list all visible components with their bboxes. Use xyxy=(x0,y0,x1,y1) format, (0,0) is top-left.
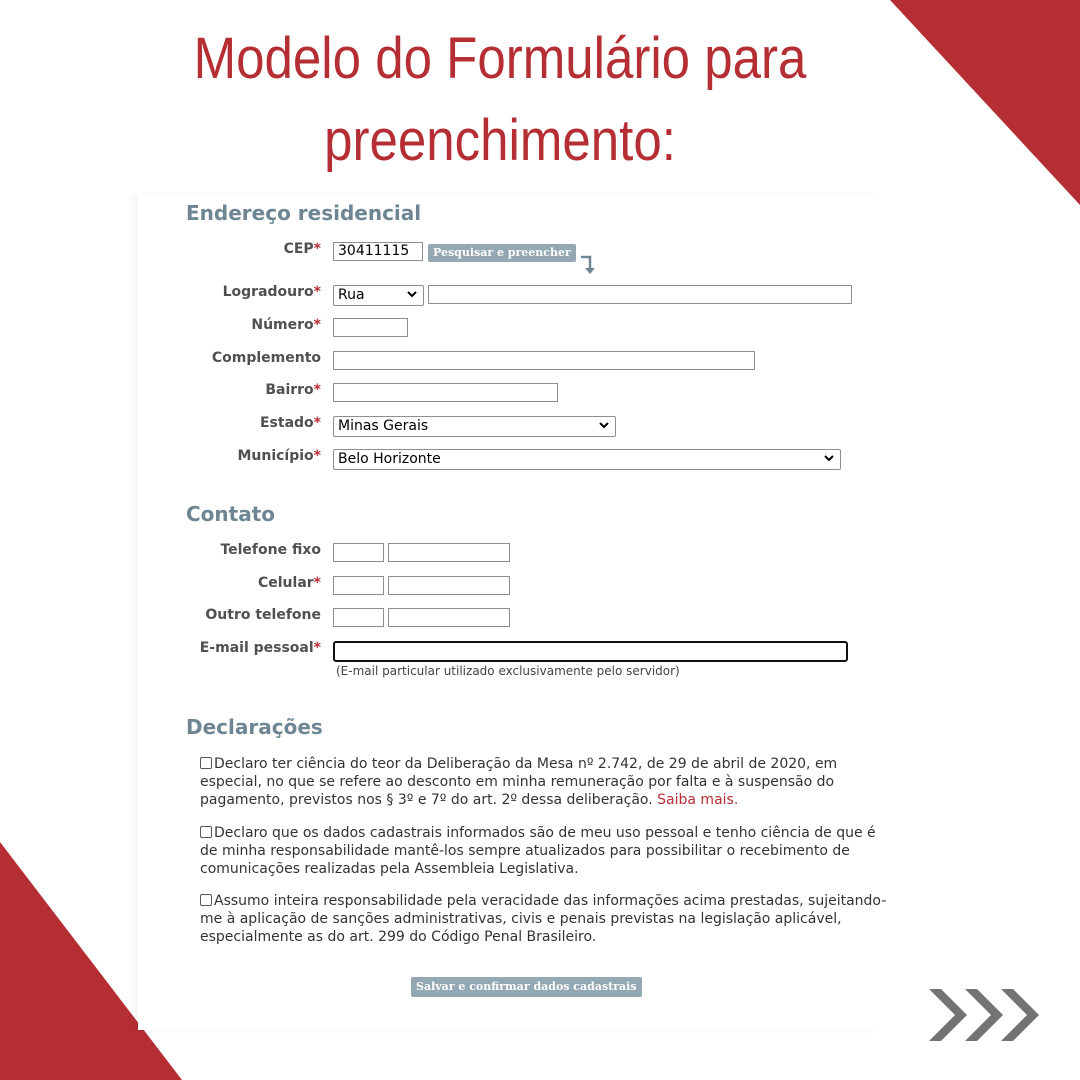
email-hint: (E-mail particular utilizado exclusivamente pelo servidor) xyxy=(336,664,680,678)
required-marker: * xyxy=(313,640,321,656)
outro-telefone-ddd-input[interactable] xyxy=(333,608,384,627)
triple-chevron-right-icon xyxy=(927,987,1043,1043)
chevron-down-icon xyxy=(824,453,834,463)
telefone-fixo-number-input[interactable] xyxy=(388,543,510,562)
required-marker: * xyxy=(313,317,321,333)
down-arrow-icon xyxy=(578,255,598,275)
chevron-down-icon xyxy=(407,289,417,299)
declaration-checkbox[interactable] xyxy=(200,894,212,906)
celular-ddd-input[interactable] xyxy=(333,576,384,595)
cep-label: CEP* xyxy=(283,241,321,257)
registration-form xyxy=(138,195,887,1030)
required-marker: * xyxy=(313,241,321,257)
municipio-label: Município* xyxy=(237,448,321,464)
declaration-item: Declaro ter ciência do teor da Deliberação da Mesa nº 2.742, de 29 de abril de 2020, em especial, no que se refere ao desconto em minha remuneração por falta e à suspensão do pagamento, previstos nos § 3º e 7º do art. 2º dessa deliberação. Saiba mais. xyxy=(200,756,838,808)
estado-value: Minas Gerais xyxy=(338,418,429,434)
declaration-checkbox[interactable] xyxy=(200,757,212,769)
municipio-value: Belo Horizonte xyxy=(338,451,441,467)
numero-input[interactable] xyxy=(333,318,408,337)
required-marker: * xyxy=(313,415,321,431)
page-title-line-2: preenchimento: xyxy=(324,108,676,173)
telefone-fixo-label: Telefone fixo xyxy=(220,542,321,558)
declaration-checkbox[interactable] xyxy=(200,826,212,838)
declaration-item: Assumo inteira responsabilidade pela veracidade das informações acima prestadas, sujeitando-me à aplicação de sanções administrativas, civis e penais previstas na legislação aplicável, especialmente as do art. 299 do Código Penal Brasileiro. xyxy=(200,893,887,945)
chevron-down-icon xyxy=(599,420,609,430)
logradouro-input[interactable] xyxy=(428,285,852,304)
email-label: E-mail pessoal* xyxy=(199,640,321,656)
email-input[interactable] xyxy=(333,641,848,662)
numero-label: Número* xyxy=(251,317,321,333)
section-heading-contato: Contato xyxy=(186,502,276,526)
complemento-label: Complemento xyxy=(211,350,321,366)
celular-label: Celular* xyxy=(257,575,321,591)
celular-number-input[interactable] xyxy=(388,576,510,595)
search-and-fill-button[interactable]: Pesquisar e preencher xyxy=(428,244,576,262)
section-heading-endereco: Endereço residencial xyxy=(186,201,422,225)
required-marker: * xyxy=(313,575,321,591)
logradouro-label: Logradouro* xyxy=(222,284,321,300)
required-marker: * xyxy=(313,284,321,300)
required-marker: * xyxy=(313,382,321,398)
bairro-label: Bairro* xyxy=(265,382,321,398)
saiba-mais-link[interactable]: Saiba mais. xyxy=(657,792,739,808)
telefone-fixo-ddd-input[interactable] xyxy=(333,543,384,562)
page-title-line-1: Modelo do Formulário para xyxy=(193,26,807,91)
required-marker: * xyxy=(313,448,321,464)
estado-label: Estado* xyxy=(259,415,321,431)
outro-telefone-number-input[interactable] xyxy=(388,608,510,627)
complemento-input[interactable] xyxy=(333,351,755,370)
bairro-input[interactable] xyxy=(333,383,558,402)
cep-input[interactable]: 30411115 xyxy=(333,242,423,261)
save-and-confirm-button[interactable]: Salvar e confirmar dados cadastrais xyxy=(411,977,642,997)
declaration-item: Declaro que os dados cadastrais informados são de meu uso pessoal e tenho ciência de que é de minha responsabilidade mantê-los sempre atualizados para possibilitar o recebimento de comunicações realizadas pela Assembleia Legislativa. xyxy=(200,825,876,877)
estado-select[interactable] xyxy=(333,416,616,437)
outro-telefone-label: Outro telefone xyxy=(205,607,321,623)
logradouro-type-select[interactable] xyxy=(333,285,424,306)
logradouro-type-value: Rua xyxy=(338,287,365,303)
section-heading-declaracoes: Declarações xyxy=(186,715,323,739)
municipio-select[interactable] xyxy=(333,449,841,470)
